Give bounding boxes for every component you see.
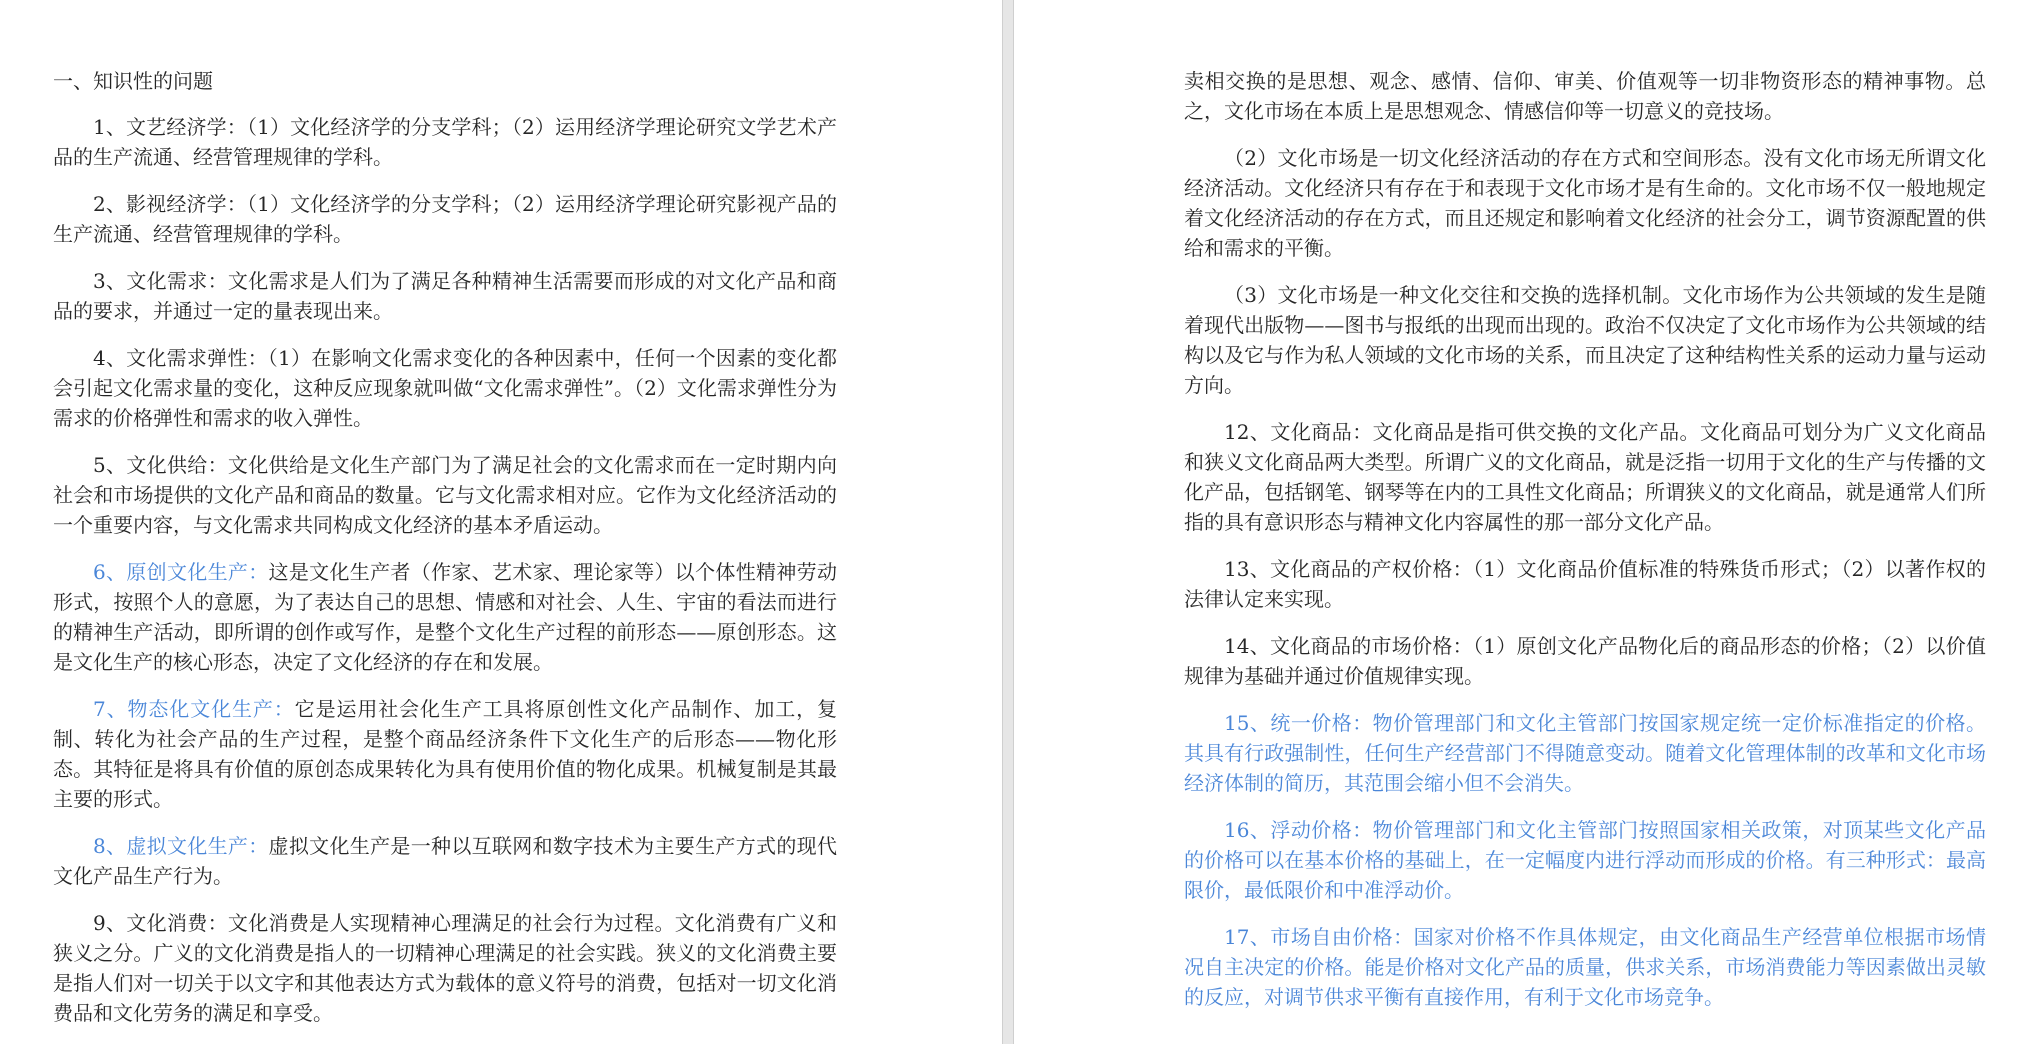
paragraph-13: 13、文化商品的产权价格：（1）文化商品价值标准的特殊货币形式；（2）以著作权的法律认定来实现。	[1184, 557, 1986, 611]
continued-paragraph: 卖相交换的是思想、观念、感情、信仰、审美、价值观等一切非物资形态的精神事物。总之，文化市场在本质上是思想观念、情感信仰等一切意义的竞技场。	[1184, 69, 1986, 123]
paragraph-11-3: （3）文化市场是一种文化交往和交换的选择机制。文化市场作为公共领域的发生是随着现代出版物——图书与报纸的出现而出现的。政治不仅决定了文化市场作为公共领域的结构以及它与作为私人领域的文化市场的关系，而且决定了这种结构性关系的运动力量与运动方向。	[1184, 283, 1986, 397]
paragraph-8-term: 8、虚拟文化生产：	[93, 834, 269, 858]
page-left	[0, 0, 1002, 1044]
paragraph-2: 2、影视经济学：（1）文化经济学的分支学科；（2）运用经济学理论研究影视产品的生产流通、经营管理规律的学科。	[53, 192, 837, 246]
paragraph-7-body: 它是运用社会化生产工具将原创性文化产品制作、加工，复制、转化为社会产品的生产过程，是整个商品经济条件下文化生产的后形态——物化形态。其特征是将具有价值的原创态成果转化为具有使用价值的物化成果。机械复制是其最主要的形式。	[53, 697, 838, 811]
paragraph-5: 5、文化供给：文化供给是文化生产部门为了满足社会的文化需求而在一定时期内向社会和市场提供的文化产品和商品的数量。它与文化需求相对应。它作为文化经济活动的一个重要内容，与文化需求共同构成文化经济的基本矛盾运动。	[53, 453, 837, 537]
paragraph-8-body: 虚拟文化生产是一种以互联网和数字技术为主要生产方式的现代文化产品生产行为。	[53, 834, 837, 888]
paragraph-8	[53, 831, 837, 891]
paragraph-15: 15、统一价格：物价管理部门和文化主管部门按国家规定统一定价标准指定的价格。其具有行政强制性，任何生产经营部门不得随意变动。随着文化管理体制的改革和文化市场经济体制的简历，其范围会缩小但不会消失。	[1184, 711, 1986, 795]
section-heading: 一、知识性的问题	[53, 69, 213, 93]
page-right	[1014, 0, 2022, 1044]
paragraph-6-body: 这是文化生产者（作家、艺术家、理论家等）以个体性精神劳动形式，按照个人的意愿，为了表达自己的思想、情感和对社会、人生、宇宙的看法而进行的精神生产活动，即所谓的创作或写作，是整个文化生产过程的前形态——原创形态。这是文化生产的核心形态，决定了文化经济的存在和发展。	[53, 560, 837, 674]
paragraph-9: 9、文化消费：文化消费是人实现精神心理满足的社会行为过程。文化消费有广义和狭义之分。广义的文化消费是指人的一切精神心理满足的社会实践。狭义的文化消费主要是指人们对一切关于以文字和其他表达方式为载体的意义符号的消费，包括对一切文化消费品和文化劳务的满足和享受。	[53, 911, 837, 1025]
paragraph-14: 14、文化商品的市场价格：（1）原创文化产品物化后的商品形态的价格；（2）以价值规律为基础并通过价值规律实现。	[1184, 634, 1986, 688]
paragraph-12: 12、文化商品：文化商品是指可供交换的文化产品。文化商品可划分为广义文化商品和狭义文化商品两大类型。所谓广义的文化商品，就是泛指一切用于文化的生产与传播的文化产品，包括钢笔、钢琴等在内的工具性文化商品；所谓狭义的文化商品，就是通常人们所指的具有意识形态与精神文化内容属性的那一部分文化产品。	[1184, 420, 1986, 534]
paragraph-7	[53, 694, 837, 814]
paragraph-11-2: （2）文化市场是一切文化经济活动的存在方式和空间形态。没有文化市场无所谓文化经济活动。文化经济只有存在于和表现于文化市场才是有生命的。文化市场不仅一般地规定着文化经济活动的存在方式，而且还规定和影响着文化经济的社会分工，调节资源配置的供给和需求的平衡。	[1184, 146, 1986, 260]
paragraph-17: 17、市场自由价格：国家对价格不作具体规定，由文化商品生产经营单位根据市场情况自主决定的价格。能是价格对文化产品的质量，供求关系，市场消费能力等因素做出灵敏的反应，对调节供求平衡有直接作用，有利于文化市场竞争。	[1184, 925, 1986, 1009]
paragraph-4: 4、文化需求弹性：（1）在影响文化需求变化的各种因素中，任何一个因素的变化都会引起文化需求量的变化，这种反应现象就叫做“文化需求弹性”。（2）文化需求弹性分为需求的价格弹性和需求的收入弹性。	[53, 346, 837, 430]
paragraph-3: 3、文化需求：文化需求是人们为了满足各种精神生活需要而形成的对文化产品和商品的要求，并通过一定的量表现出来。	[53, 269, 837, 323]
paragraph-16: 16、浮动价格：物价管理部门和文化主管部门按照国家相关政策，对顶某些文化产品的价格可以在基本价格的基础上，在一定幅度内进行浮动而形成的价格。有三种形式：最高限价，最低限价和中准浮动价。	[1184, 818, 1986, 902]
paragraph-7-term: 7、物态化文化生产：	[93, 697, 295, 721]
page-divider	[1002, 0, 1014, 1044]
paragraph-1: 1、文艺经济学：（1）文化经济学的分支学科；（2）运用经济学理论研究文学艺术产品的生产流通、经营管理规律的学科。	[53, 115, 837, 169]
paragraph-6-term: 6、原创文化生产：	[93, 560, 269, 584]
paragraph-6	[53, 557, 837, 677]
